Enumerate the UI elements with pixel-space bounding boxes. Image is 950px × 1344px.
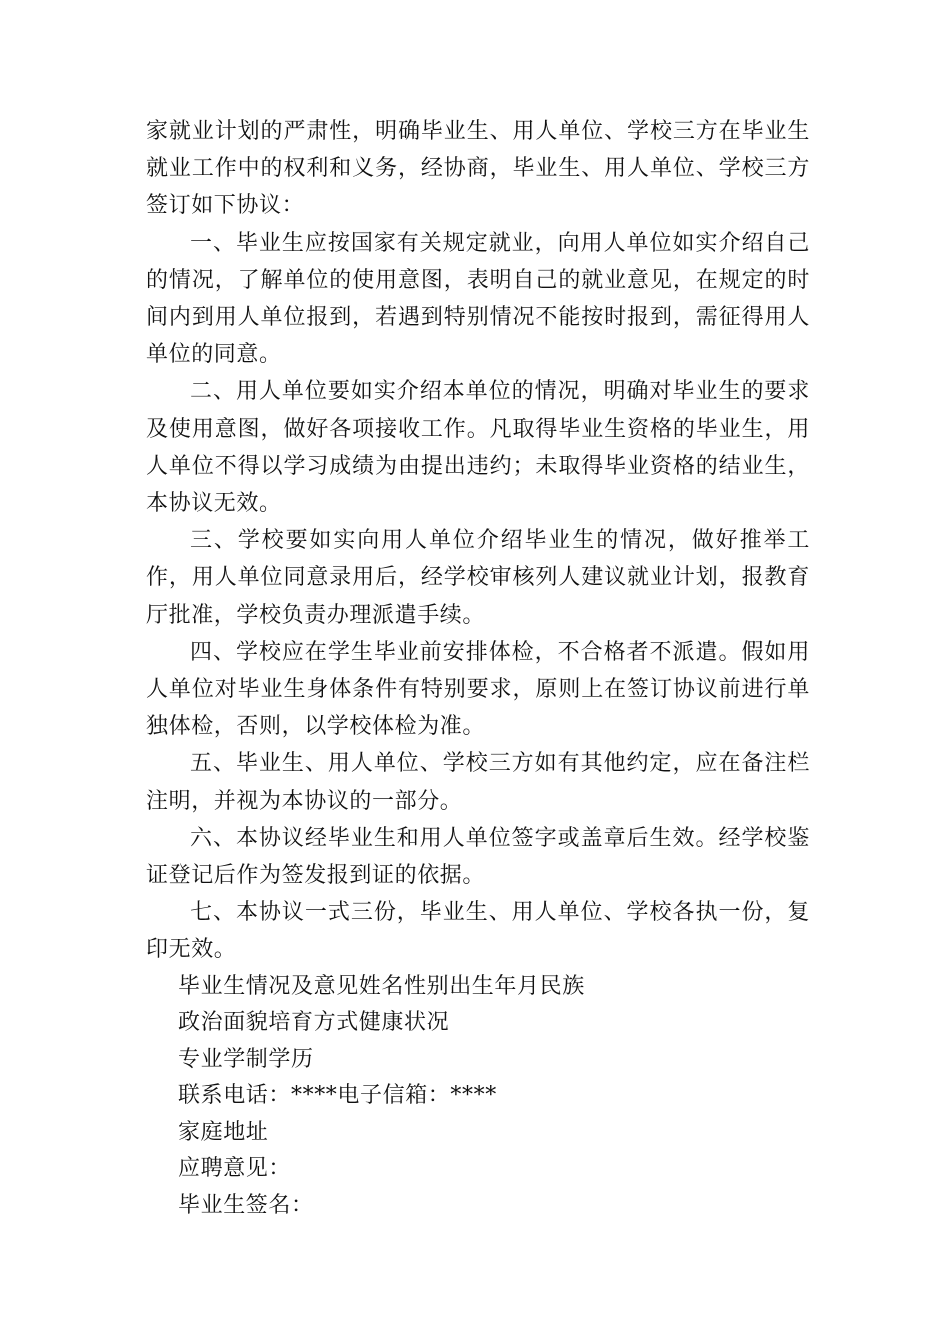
- clause-1: 一、毕业生应按国家有关规定就业，向用人单位如实介绍自己的情况，了解单位的使用意图，表明自己的就业意见，在规定的时间内到用人单位报到，若遇到特别情况不能按时报到，需征得用人单位的同意。: [146, 230, 810, 368]
- document-body: [146, 113, 810, 1224]
- field-graduate-info: 毕业生情况及意见姓名性别出生年月民族: [178, 973, 585, 999]
- intro-paragraph: 家就业计划的严肃性，明确毕业生、用人单位、学校三方在毕业生就业工作中的权利和义务，经协商，毕业生、用人单位、学校三方签订如下协议：: [146, 119, 810, 219]
- clause-7: 七、本协议一式三份，毕业生、用人单位、学校各执一份，复印无效。: [146, 900, 810, 963]
- clause-3: 三、学校要如实向用人单位介绍毕业生的情况，做好推举工作，用人单位同意录用后，经学校审核列人建议就业计划，报教育厅批准，学校负责办理派遣手续。: [146, 528, 810, 628]
- clause-6: 六、本协议经毕业生和用人单位签字或盖章后生效。经学校鉴证登记后作为签发报到证的依据。: [146, 825, 810, 889]
- field-application-opinion: 应聘意见：: [178, 1156, 292, 1182]
- clause-4: 四、学校应在学生毕业前安排体检，不合格者不派遣。假如用人单位对毕业生身体条件有特别要求，原则上在签订协议前进行单独体检，否则，以学校体检为准。: [146, 639, 810, 740]
- field-contact: 联系电话：****电子信箱：****: [178, 1083, 497, 1109]
- field-home-address: 家庭地址: [178, 1119, 269, 1145]
- clause-5: 五、毕业生、用人单位、学校三方如有其他约定，应在备注栏注明，并视为本协议的一部分。: [146, 751, 810, 814]
- field-political-status: 政治面貌培育方式健康状况: [178, 1010, 450, 1036]
- field-major: 专业学制学历: [178, 1046, 314, 1072]
- field-graduate-signature: 毕业生签名：: [178, 1192, 314, 1218]
- clause-2: 二、用人单位要如实介绍本单位的情况，明确对毕业生的要求及使用意图，做好各项接收工作。凡取得毕业生资格的毕业生，用人单位不得以学习成绩为由提出违约；未取得毕业资格的结业生，本协议无效。: [146, 379, 810, 517]
